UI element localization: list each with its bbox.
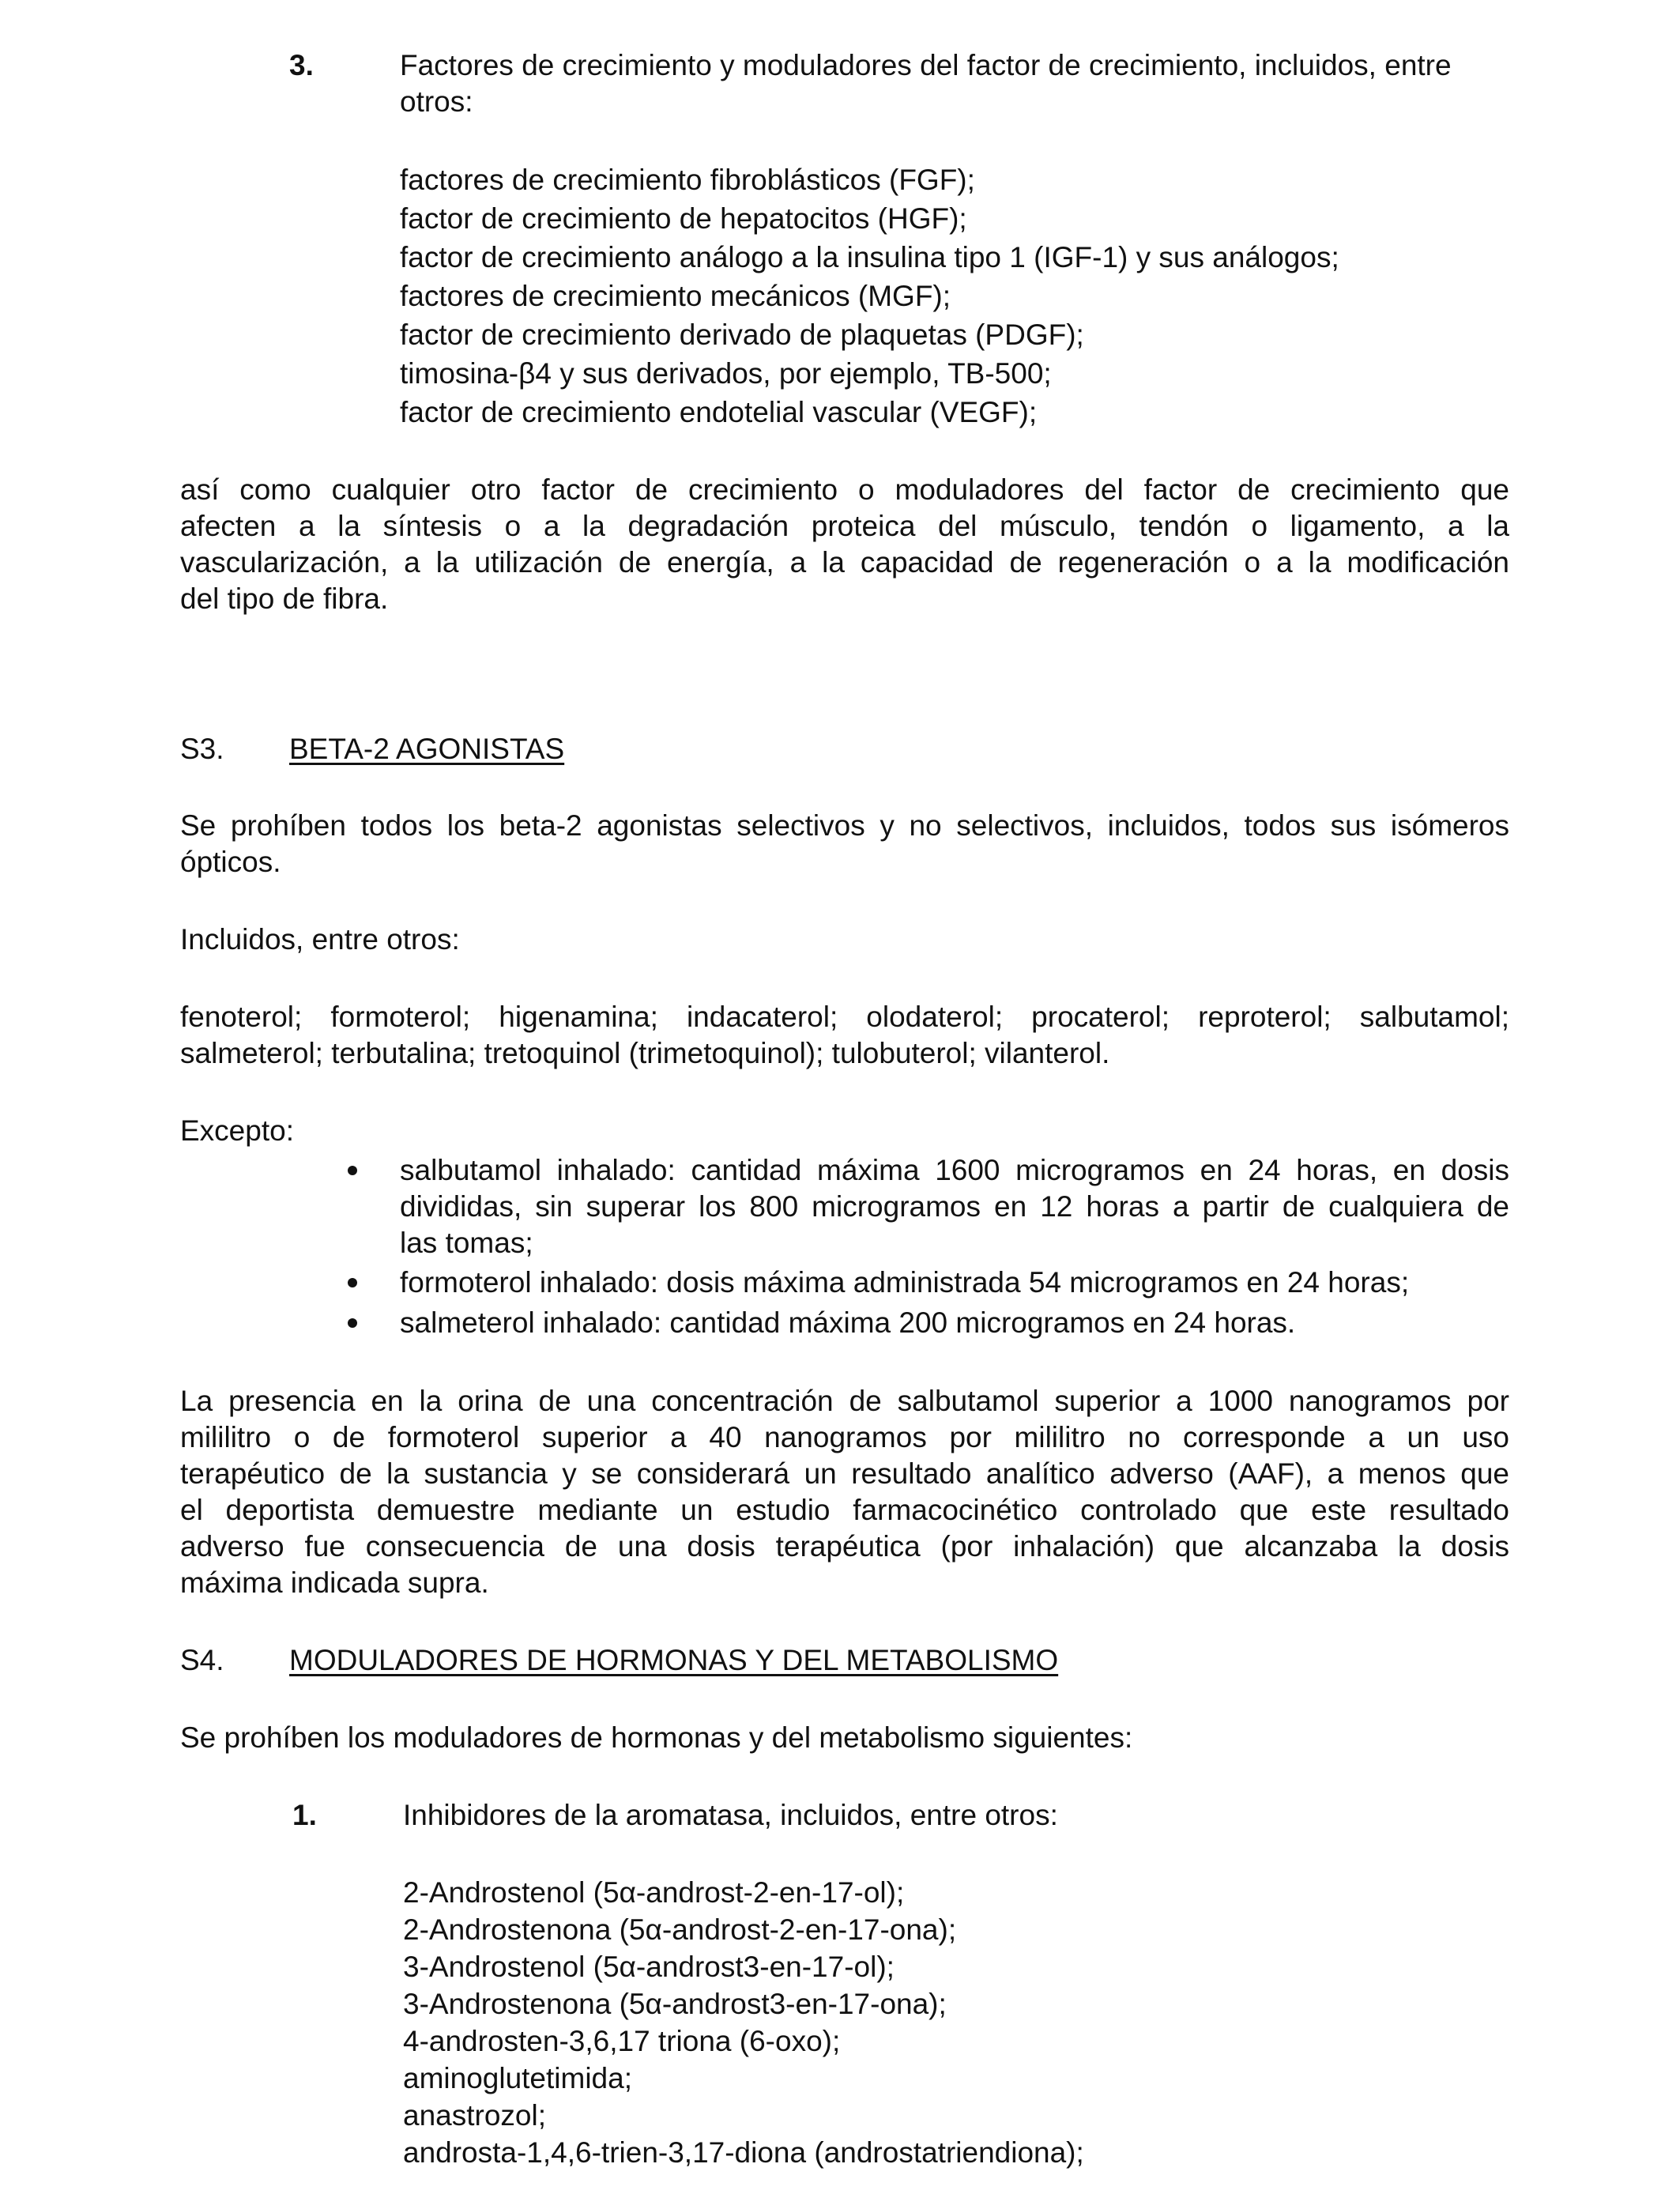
paragraph-line: adverso fue consecuencia de una dosis terapéutica (por inhalación) que alcanzaba la dosis — [180, 1530, 1509, 1563]
list-item: 2-Androstenol (5α-androst-2-en-17-ol); — [403, 1876, 905, 1909]
included-label: Incluidos, entre otros: — [180, 923, 460, 956]
paragraph-line: vascularización, a la utilización de energía, a la capacidad de regeneración o a la modificación — [180, 546, 1509, 579]
list-item: factores de crecimiento mecánicos (MGF); — [400, 280, 951, 312]
bullet-icon — [345, 1315, 360, 1331]
s4-code: S4. — [180, 1644, 224, 1676]
s4-heading: MODULADORES DE HORMONAS Y DEL METABOLISMO — [289, 1644, 1059, 1676]
list-item: factor de crecimiento de hepatocitos (HGF); — [400, 202, 967, 235]
paragraph-line: del tipo de fibra. — [180, 582, 389, 615]
list-item: 4-androsten-3,6,17 triona (6-oxo); — [403, 2025, 841, 2057]
paragraph-line: así como cualquier otro factor de crecimiento o moduladores del factor de crecimiento que — [180, 473, 1509, 506]
section-number: 3. — [289, 49, 314, 81]
subsection-title: Inhibidores de la aromatasa, incluidos, entre otros: — [403, 1799, 1058, 1831]
paragraph-line: salmeterol; terbutalina; tretoquinol (trimetoquinol); tulobuterol; vilanterol. — [180, 1037, 1110, 1069]
list-item-continued: las tomas; — [400, 1227, 533, 1259]
s3-code: S3. — [180, 733, 224, 765]
list-item: androsta-1,4,6-trien-3,17-diona (androstatriendiona); — [403, 2136, 1084, 2169]
paragraph-line: ópticos. — [180, 846, 281, 878]
list-item: aminoglutetimida; — [403, 2062, 632, 2094]
paragraph-line: La presencia en la orina de una concentración de salbutamol superior a 1000 nanogramos por — [180, 1385, 1509, 1417]
subsection-number: 1. — [292, 1799, 317, 1831]
paragraph-line: el deportista demuestre mediante un estudio farmacocinético controlado que este resultado — [180, 1494, 1509, 1526]
list-item: timosina-β4 y sus derivados, por ejemplo, TB-500; — [400, 357, 1052, 390]
list-item: 3-Androstenona (5α-androst3-en-17-ona); — [403, 1988, 947, 2020]
list-item: factor de crecimiento análogo a la insulina tipo 1 (IGF-1) y sus análogos; — [400, 241, 1339, 273]
paragraph-line: máxima indicada supra. — [180, 1566, 489, 1599]
s4-intro: Se prohíben los moduladores de hormonas y del metabolismo siguientes: — [180, 1721, 1133, 1754]
list-item: 2-Androstenona (5α-androst-2-en-17-ona); — [403, 1913, 957, 1946]
list-item: salmeterol inhalado: cantidad máxima 200 microgramos en 24 horas. — [400, 1306, 1296, 1339]
paragraph-line: Se prohíben todos los beta-2 agonistas selectivos y no selectivos, incluidos, todos sus isómeros — [180, 809, 1509, 842]
paragraph-line: mililitro o de formoterol superior a 40 nanogramos por mililitro no corresponde a un uso — [180, 1421, 1509, 1453]
bullet-icon — [345, 1275, 360, 1291]
list-item: 3-Androstenol (5α-androst3-en-17-ol); — [403, 1951, 895, 1983]
paragraph-line: terapéutico de la sustancia y se considerará un resultado analítico adverso (AAF), a menos que — [180, 1457, 1509, 1490]
section-title: Factores de crecimiento y moduladores del factor de crecimiento, incluidos, entre — [400, 49, 1452, 81]
bullet-icon — [345, 1163, 360, 1178]
section-title-continued: otros: — [400, 85, 473, 118]
list-item: factores de crecimiento fibroblásticos (FGF); — [400, 164, 975, 196]
s3-heading: BETA-2 AGONISTAS — [289, 733, 565, 765]
list-item: anastrozol; — [403, 2099, 546, 2132]
list-item: factor de crecimiento derivado de plaquetas (PDGF); — [400, 319, 1084, 351]
paragraph-line: afecten a la síntesis o a la degradación proteica del músculo, tendón o ligamento, a la — [180, 510, 1509, 542]
except-label: Excepto: — [180, 1114, 294, 1147]
list-item: factor de crecimiento endotelial vascular (VEGF); — [400, 396, 1038, 428]
list-item-continued: divididas, sin superar los 800 microgramos en 12 horas a partir de cualquiera de — [400, 1190, 1509, 1223]
list-item: salbutamol inhalado: cantidad máxima 1600 microgramos en 24 horas, en dosis — [400, 1154, 1509, 1186]
paragraph-line: fenoterol; formoterol; higenamina; indacaterol; olodaterol; procaterol; reproterol; salbutamol; — [180, 1001, 1509, 1033]
list-item: formoterol inhalado: dosis máxima administrada 54 microgramos en 24 horas; — [400, 1266, 1410, 1299]
